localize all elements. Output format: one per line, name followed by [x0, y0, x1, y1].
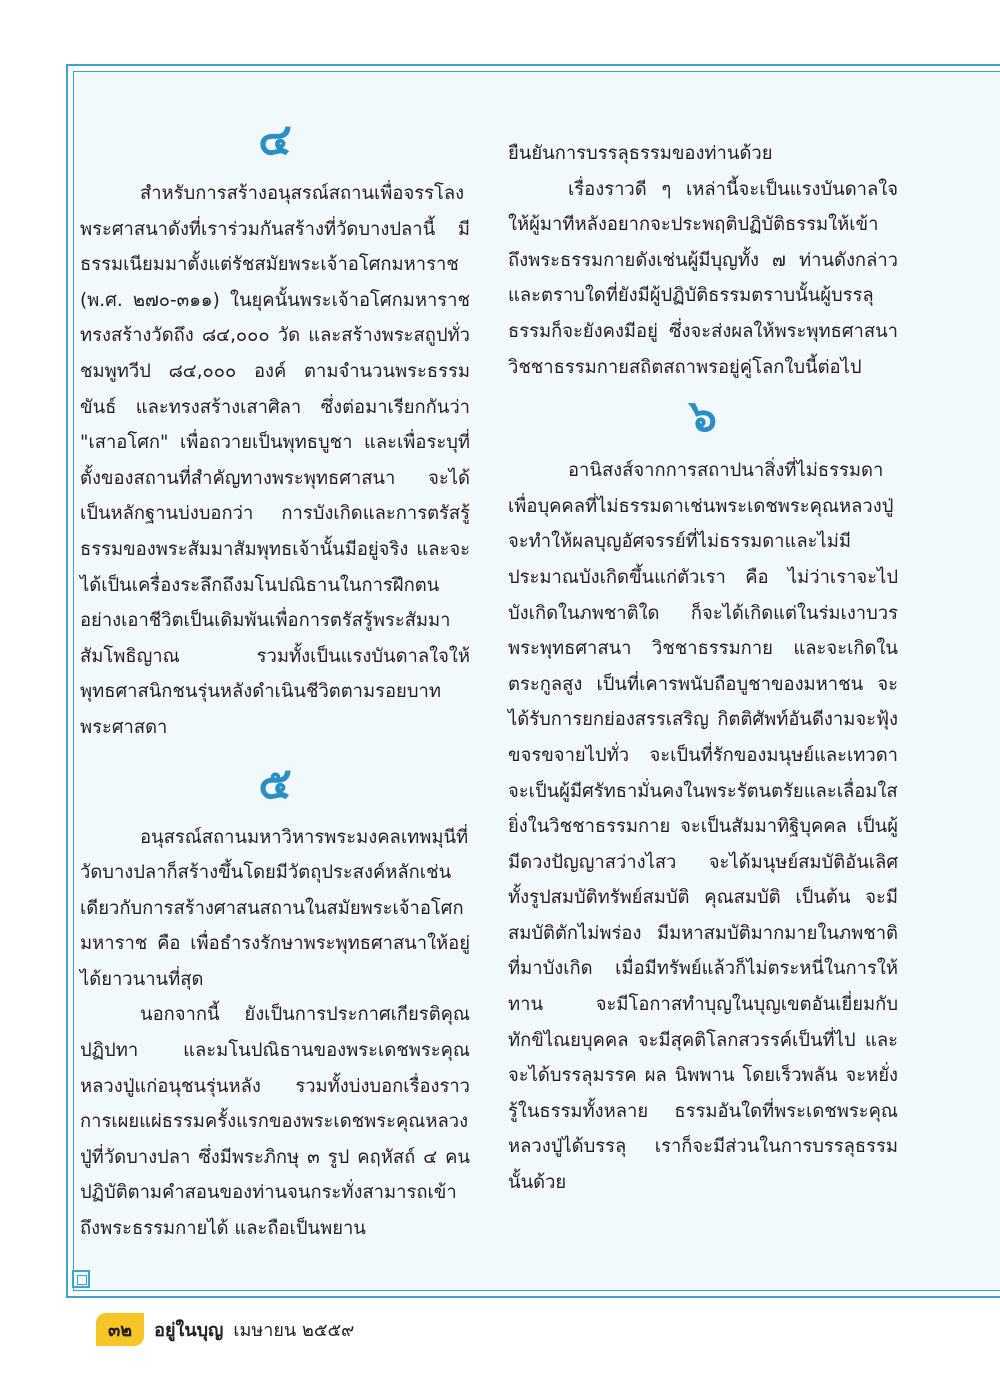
- section-4-paragraph: สำหรับการสร้างอนุสรณ์สถานเพื่อจรรโลงพระศาสนาดังที่เราร่วมกันสร้างที่วัดบางปลานี้ มีธรรมเนียมมาตั้งแต่รัชสมัยพระเจ้าอโศกมหาราช (พ.ศ. ๒๗๐-๓๑๑) ในยุคนั้นพระเจ้าอโศกมหาราชทรงสร้างวัดถึง ๘๔,๐๐๐ วัด และสร้างพระสถูปทั่วชมพูทวีป ๘๔,๐๐๐ องค์ ตามจำนวนพระธรรมขันธ์ และทรงสร้างเสาศิลา ซึ่งต่อมาเรียกกันว่า "เสาอโศก" เพื่อถวายเป็นพุทธบูชา และเพื่อระบุที่ตั้งของสถานที่สำคัญทางพระพุทธศาสนา จะได้เป็นหลักฐานบ่งบอกว่า การบังเกิดและการตรัสรู้ธรรมของพระสัมมาสัมพุทธเจ้านั้นมีอยู่จริง และจะได้เป็นเครื่องระลึกถึงมโนปณิธานในการฝึกตนอย่างเอาชีวิตเป็นเดิมพันเพื่อการตรัสรู้พระสัมมาสัมโพธิญาณ รวมทั้งเป็นแรงบันดาลใจให้พุทธศาสนิกชนรุ่นหลังดำเนินชีวิตตามรอยบาทพระศาสดา: [80, 183, 470, 738]
- issue-date: เมษายน ๒๕๕๙: [233, 1319, 355, 1341]
- section-5-paragraph-1: อนุสรณ์สถานมหาวิหารพระมงคลเทพมุนีที่วัดบางปลาก็สร้างขึ้นโดยมีวัตถุประสงค์หลักเช่นเดียวกับการสร้างศาสนสถานในสมัยพระเจ้าอโศกมหาราช คือ เพื่อธำรงรักษาพระพุทธศาสนาให้อยู่ได้ยาวนานที่สุด: [80, 826, 470, 990]
- page-number-badge: ๓๒: [96, 1313, 144, 1346]
- left-column: [80, 108, 470, 1247]
- continued-paragraph: ยืนยันการบรรลุธรรมของท่านด้วย: [508, 143, 773, 164]
- section-5-heading: ๕: [258, 757, 292, 809]
- section-6-heading: ๖: [689, 391, 717, 443]
- section-6-paragraph: อานิสงส์จากการสถาปนาสิ่งที่ไม่ธรรมดาเพื่อบุคคลที่ไม่ธรรมดาเช่นพระเดชพระคุณหลวงปู่ จะทำให้ผลบุญอัศจรรย์ที่ไม่ธรรมดาและไม่มีประมาณบังเกิดขึ้นแก่ตัวเรา คือ ไม่ว่าเราจะไปบังเกิดในภพชาติใด ก็จะได้เกิดแต่ในร่มเงาบวรพระพุทธศาสนา วิชชาธรรมกาย และจะเกิดในตระกูลสูง เป็นที่เคารพนับถือบูชาของมหาชน จะได้รับการยกย่องสรรเสริญ กิตติศัพท์อันดีงามจะฟุ้งขจรขจายไปทั่ว จะเป็นที่รักของมนุษย์และเทวดา จะเป็นผู้มีศรัทธามั่นคงในพระรัตนตรัยและเลื่อมใสยิ่งในวิชชาธรรมกาย จะเป็นสัมมาทิฐิบุคคล เป็นผู้มีดวงปัญญาสว่างไสว จะได้มนุษย์สมบัติอันเลิศ ทั้งรูปสมบัติทรัพย์สมบัติ คุณสมบัติ เป็นต้น จะมีสมบัติตักไม่พร่อง มีมหาสมบัติมากมายในภพชาติที่มาบังเกิด เมื่อมีทรัพย์แล้วก็ไม่ตระหนี่ในการให้ทาน จะมีโอกาสทำบุญในบุญเขตอันเยี่ยมกับทักขิไณยบุคคล จะมีสุคติโลกสวรรค์เป็นที่ไป และจะได้บรรลุมรรค ผล นิพพาน โดยเร็วพลัน จะหยั่งรู้ในธรรมทั้งหลาย ธรรมอันใดที่พระเดชพระคุณหลวงปู่ได้บรรลุ เราก็จะมีส่วนในการบรรลุธรรมนั้นด้วย: [508, 460, 898, 1194]
- section-5-paragraph-2: นอกจากนี้ ยังเป็นการประกาศเกียรติคุณปฏิปทา และมโนปณิธานของพระเดชพระคุณหลวงปู่แก่อนุชนรุ่นหลัง รวมทั้งบ่งบอกเรื่องราวการเผยแผ่ธรรมครั้งแรกของพระเดชพระคุณหลวงปู่ที่วัดบางปลา ซึ่งมีพระภิกษุ ๓ รูป คฤหัสถ์ ๔ คน ปฏิบัติตามคำสอนของท่านจนกระทั่งสามารถเข้าถึงพระธรรมกายได้ และถือเป็นพยาน: [80, 1004, 470, 1240]
- section-4-heading: ๔: [258, 114, 292, 165]
- magazine-name: อยู่ในบุญ: [154, 1319, 224, 1341]
- right-column: [508, 136, 898, 1201]
- continued-paragraph-2: เรื่องราวดี ๆ เหล่านี้จะเป็นแรงบันดาลใจให้ผู้มาทีหลังอยากจะประพฤติปฏิบัติธรรมให้เข้าถึงพระธรรมกายดังเช่นผู้มีบุญทั้ง ๗ ท่านดังกล่าว และตราบใดที่ยังมีผู้ปฏิบัติธรรมตราบนั้นผู้บรรลุธรรมก็จะยังคงมีอยู่ ซึ่งจะส่งผลให้พระพุทธศาสนา วิชชาธรรมกายสถิตสถาพรอยู่คู่โลกใบนี้ต่อไป: [508, 178, 898, 378]
- page-footer: [96, 1314, 354, 1344]
- frame-corner-ornament: [72, 1270, 90, 1288]
